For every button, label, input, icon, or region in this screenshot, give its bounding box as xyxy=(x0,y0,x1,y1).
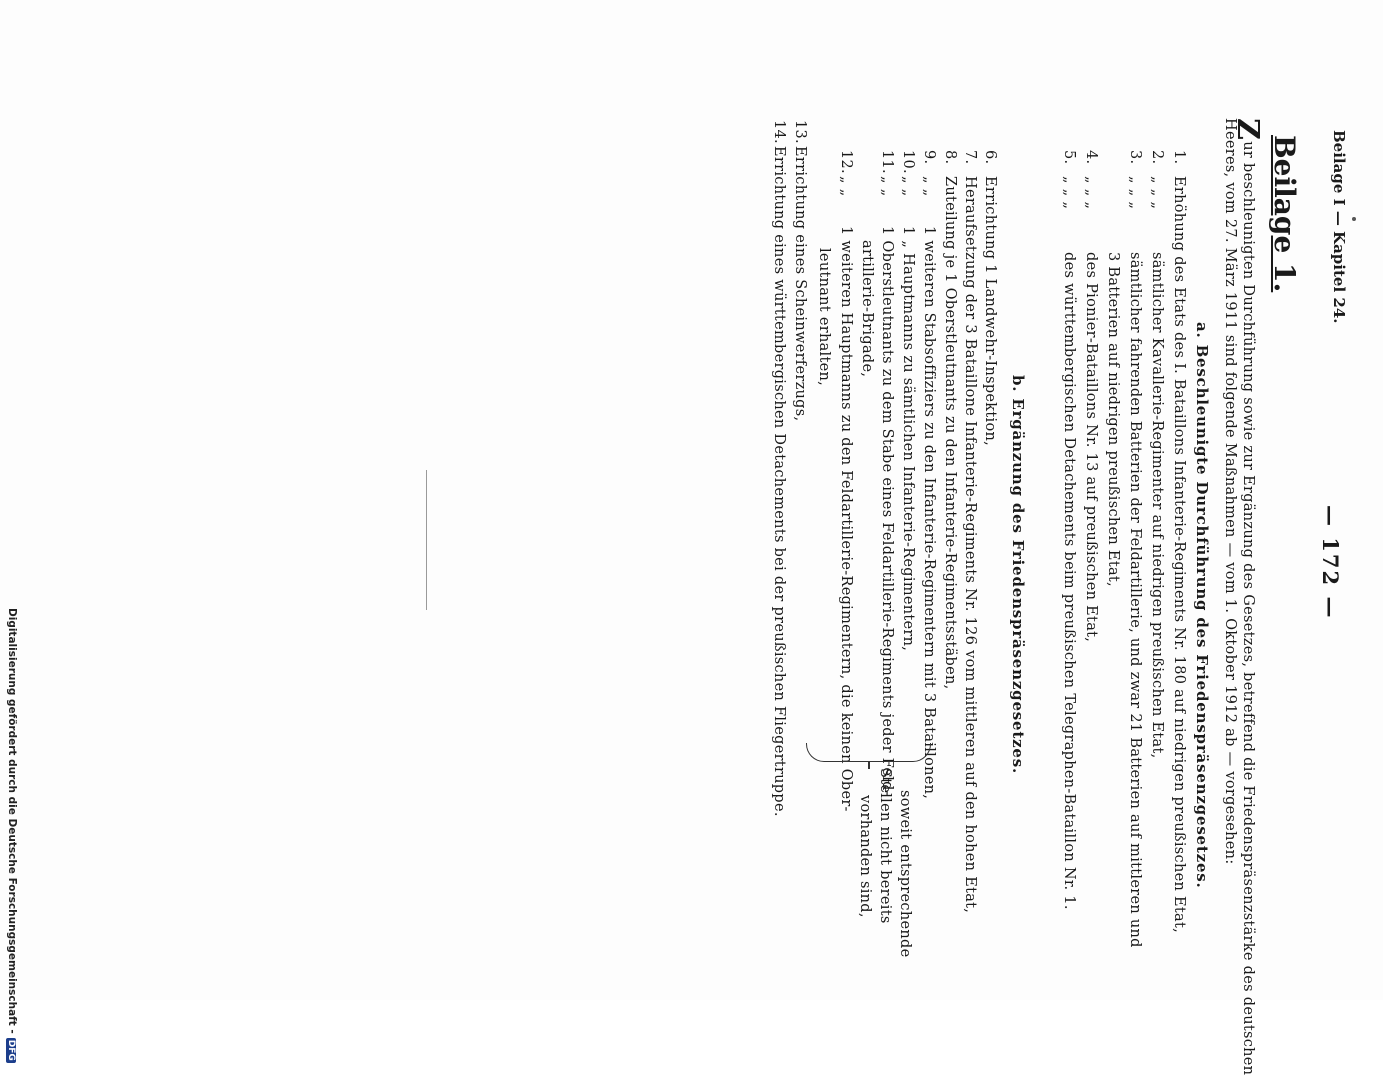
list-item: 13.Errichtung eines Scheinwerferzugs, xyxy=(792,120,808,422)
list-item-continuation: 3 Batterien auf niedrigen preußischen Etat, xyxy=(1105,252,1121,587)
section-b-heading: b. Ergänzung des Friedenspräsenzgesetzes. xyxy=(1009,375,1027,775)
brace xyxy=(806,743,931,762)
dfg-logo: DFG xyxy=(6,1039,16,1061)
list-item: 11.„ „1 Oberstleutnants zu dem Stabe eines Feldartillerie-Regiments jeder Feld- xyxy=(879,150,895,796)
section-a-heading: a. Beschleunigte Durchführung des Friedenspräsenzgesetzes. xyxy=(1193,322,1211,889)
scan-mark-line xyxy=(426,470,427,610)
list-item: 8.Zuteilung je 1 Oberstleutnants zu den Infanterie-Regimentsstäben, xyxy=(942,150,958,690)
list-item: 14.Errichtung eines württembergischen Detachements bei der preußischen Fliegertruppe. xyxy=(771,120,787,817)
list-item: 10.„ „1 „ Hauptmanns zu sämtlichen Infanterie-Regimentern, xyxy=(900,150,916,652)
list-item-continuation: artillerie-Brigade, xyxy=(859,240,875,378)
initial-capital: Z xyxy=(1230,118,1265,141)
list-item: 5.„ „ „des württembergischen Detachements beim preußischen Telegraphen-Bataillon Nr. 1. xyxy=(1061,150,1077,910)
list-item: 3.„ „ „sämtlicher fahrenden Batterien der Feldartillerie, und zwar 21 Batterien auf mittleren und xyxy=(1127,150,1143,948)
list-item: 6.Errichtung 1 Landwehr-Inspektion, xyxy=(982,150,998,447)
brace-tip xyxy=(869,761,871,769)
list-item: 9.„ „1 weiteren Stabsoffiziers zu den Infanterie-Regimentern mit 3 Bataillonen, xyxy=(921,150,937,800)
running-header: Beilage I — Kapitel 24. xyxy=(1330,130,1348,324)
list-item: 4.„ „ „des Pionier-Bataillons Nr. 13 auf preußischen Etat, xyxy=(1083,150,1099,643)
list-item: 1.Erhöhung des Etats des I. Bataillons Infanterie-Regiments Nr. 180 auf niedrigen preußischen Etat, xyxy=(1171,150,1187,934)
page-number: — 172 — xyxy=(1318,505,1343,620)
list-item: 7.Heraufsetzung der 3 Bataillone Infanterie-Regiments Nr. 126 vom mittleren auf den hohen Etat, xyxy=(962,150,978,914)
intro-line-2: Heeres, vom 27. März 1911 sind folgende Maßnahmen — vom 1. Oktober 1912 ab — vorgesehen: xyxy=(1222,118,1238,865)
list-item: 12.„ „1 weiteren Hauptmanns zu den Feldartillerie-Regimentern, die keinen Ober- xyxy=(838,150,854,812)
intro-text-1: ur beschleunigten Durchführung sowie zur Ergänzung des Gesetzes, betreffend die Friedenspräsenzstärke des deutschen xyxy=(1240,141,1256,1075)
list-item: 2.„ „ „sämtlicher Kavallerie-Regimenter auf niedrigen preußischen Etat, xyxy=(1149,150,1165,759)
footer-credit xyxy=(4,608,18,1061)
page-title: Beilage 1. xyxy=(1268,135,1301,293)
footer-text: Digitalisierung gefördert durch die Deutsche Forschungsgemeinschaft - xyxy=(6,608,18,1034)
list-item-continuation: leutnant erhalten, xyxy=(816,248,832,387)
brace-note-line-3: vorhanden sind, xyxy=(857,795,873,918)
brace-note-line-2: Stellen nicht bereits xyxy=(877,768,893,924)
brace-note-line-1: soweit entsprechende xyxy=(897,790,913,958)
